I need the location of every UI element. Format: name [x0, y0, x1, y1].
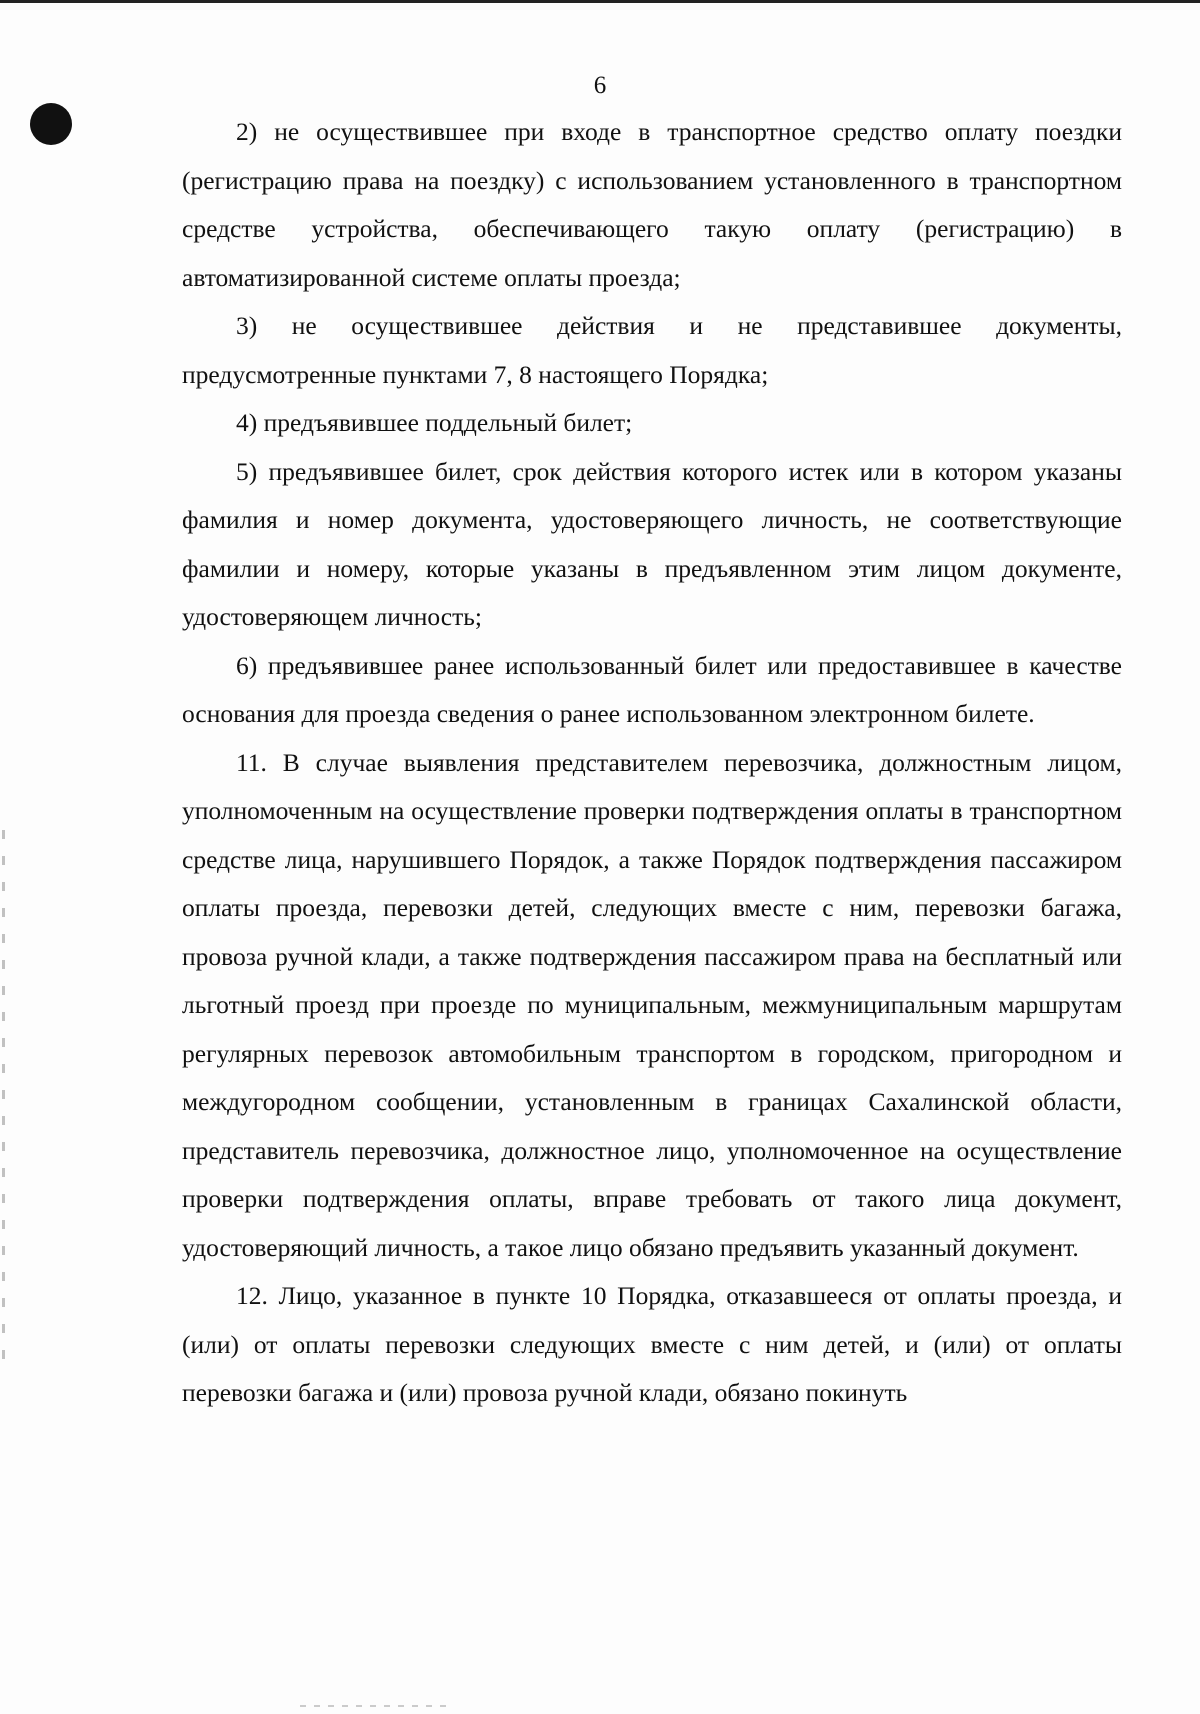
paragraph-item-3: 3) не осуществившее действия и не представившее документы, предусмотренные пунктами 7, 8 настоящего Порядка; — [182, 311, 1122, 389]
scan-bottom-marks — [300, 1705, 450, 1707]
scan-edge-marks — [2, 830, 5, 1370]
document-body — [182, 108, 1122, 1418]
paragraph-clause-12: 12. Лицо, указанное в пункте 10 Порядка, отказавшееся от оплаты проезда, и (или) от оплаты перевозки следующих вместе с ним детей, и (или) от оплаты перевозки багажа и (или) провоза ручной клади, обязано покинуть — [182, 1281, 1122, 1407]
paragraph-item-5: 5) предъявившее билет, срок действия которого истек или в котором указаны фамилия и номер документа, удостоверяющего личность, не соответствующие фамилии и номеру, которые указаны в предъявленном этим лицом документе, удостоверяющем личность; — [182, 456, 1122, 631]
paragraph-item-6: 6) предъявившее ранее использованный билет или предоставившее в качестве основания для проезда сведения о ранее использованном электронном билете. — [182, 650, 1122, 728]
top-border-line — [0, 0, 1200, 3]
page-number: 6 — [593, 72, 607, 99]
paragraph-clause-11: 11. В случае выявления представителем перевозчика, должностным лицом, уполномоченным на осуществление проверки подтверждения оплаты в транспортном средстве лица, нарушившего Порядок, а также Порядок подтверждения пассажиром оплаты проезда, перевозки детей, следующих вместе с ним, перевозки багажа, провоза ручной клади, а также подтверждения пассажиром права на бесплатный или льготный проезд при проезде по муниципальным, межмуниципальным маршрутам регулярных перевозок автомобильным транспортом в городском, пригородном и междугородном сообщении, установленным в границах Сахалинской области, представитель перевозчика, должностное лицо, уполномоченное на осуществление проверки подтверждения оплаты, вправе требовать от такого лица документ, удостоверяющий личность, а такое лицо обязано предъявить указанный документ. — [182, 747, 1122, 1262]
paragraph-item-2: 2) не осуществившее при входе в транспортное средство оплату поездки (регистрацию права на поездку) с использованием установленного в транспортном средстве устройства, обеспечивающего такую оплату (регистрацию) в автоматизированной системе оплаты проезда; — [182, 117, 1122, 292]
punch-hole-mark — [30, 103, 72, 145]
paragraph-item-4: 4) предъявившее поддельный билет; — [236, 408, 633, 437]
